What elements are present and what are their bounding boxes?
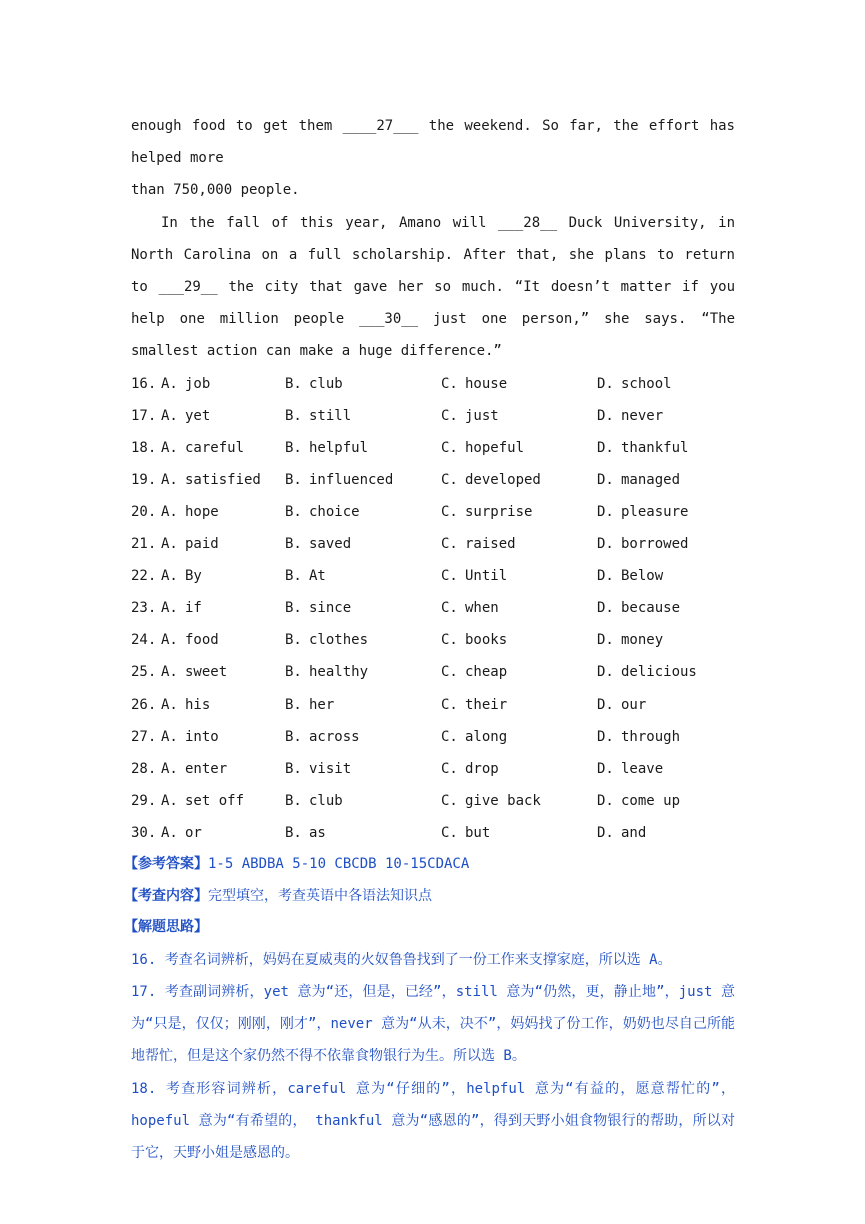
option-text: visit: [309, 760, 352, 777]
option-letter: B.: [285, 439, 302, 456]
option-letter: C.: [441, 439, 458, 456]
option-letter: B.: [285, 375, 302, 392]
option-b: [285, 721, 441, 753]
option-b: [285, 432, 441, 464]
option-letter: C.: [441, 471, 458, 488]
option-row: [131, 592, 735, 624]
option-a: [161, 721, 285, 753]
option-d: [597, 464, 707, 496]
option-text: into: [185, 728, 219, 745]
option-letter: C.: [441, 728, 458, 745]
option-text: healthy: [309, 664, 369, 681]
option-d: [597, 753, 707, 785]
option-c: [441, 592, 597, 624]
option-text: careful: [185, 439, 245, 456]
option-row: [131, 753, 735, 785]
option-text: influenced: [309, 471, 394, 488]
option-c: [441, 689, 597, 721]
option-row: [131, 496, 735, 528]
option-text: satisfied: [185, 471, 261, 488]
options-list: [131, 368, 735, 849]
option-letter: B.: [285, 600, 302, 617]
option-text: club: [309, 792, 343, 809]
option-b: [285, 592, 441, 624]
option-text: house: [465, 375, 508, 392]
option-text: pleasure: [621, 504, 689, 520]
option-d: [597, 721, 707, 753]
option-c: [441, 817, 597, 849]
option-letter: A.: [161, 792, 178, 809]
option-d: [597, 624, 707, 656]
option-letter: B.: [285, 760, 302, 777]
option-b: [285, 753, 441, 785]
option-letter: D.: [597, 439, 614, 456]
question-number: 22.: [131, 568, 157, 585]
option-d: [597, 656, 707, 688]
option-letter: B.: [285, 504, 302, 520]
option-row: [131, 817, 735, 849]
option-letter: A.: [161, 568, 178, 585]
option-text: At: [309, 568, 326, 585]
option-text: delicious: [621, 664, 697, 681]
option-letter: A.: [161, 760, 178, 777]
option-a: [161, 464, 285, 496]
option-text: just: [465, 407, 499, 424]
option-text: clothes: [309, 632, 369, 649]
option-c: [441, 432, 597, 464]
option-d: [597, 689, 707, 721]
option-text: developed: [465, 471, 541, 488]
option-text: her: [309, 696, 335, 713]
option-row: [131, 785, 735, 817]
option-letter: D.: [597, 375, 614, 392]
option-text: and: [621, 824, 647, 841]
question-number: 17.: [131, 407, 157, 424]
option-c: [441, 785, 597, 817]
explanation-18: 18. 考查形容词辨析，careful 意为“仔细的”，helpful 意为“有益的，愿意帮忙的”，hopeful 意为“有希望的， thankful 意为“感恩的”，得到天野小姐食物银行的帮助，所以对于它，天野小姐是感恩的。: [131, 1080, 735, 1162]
option-c: [441, 496, 597, 528]
option-letter: A.: [161, 439, 178, 456]
option-c: [441, 368, 597, 400]
question-number: 24.: [131, 632, 157, 649]
option-letter: B.: [285, 568, 302, 585]
option-d: [597, 560, 707, 592]
option-letter: B.: [285, 696, 302, 713]
option-text: raised: [465, 536, 516, 553]
option-d: [597, 368, 707, 400]
option-a: [161, 432, 285, 464]
passage-line-1: enough food to get them ____27___ the weekend. So far, the effort has helped more: [131, 118, 735, 167]
document-page: [124, 110, 735, 1170]
option-text: enter: [185, 760, 228, 777]
option-c: [441, 528, 597, 560]
option-a: [161, 496, 285, 528]
option-text: his: [185, 696, 211, 713]
option-text: Below: [621, 568, 664, 585]
option-text: across: [309, 728, 360, 745]
option-text: surprise: [465, 504, 533, 520]
option-text: By: [185, 568, 202, 585]
option-text: hopeful: [465, 439, 525, 456]
option-text: leave: [621, 760, 664, 777]
option-letter: C.: [441, 632, 458, 649]
test-content-text: 完型填空，考查英语中各语法知识点: [208, 887, 432, 904]
passage-paragraph-2: In the fall of this year, Amano will ___28__ Duck University, in North Carolina on a full scholarship. After that, she plans to return to ___29__ the city that gave her so much. “It doesn’t matter if you help one million people ___30__ just one person,” she says. “The smallest action can make a huge difference.”: [131, 214, 735, 360]
option-text: thankful: [621, 439, 689, 456]
question-number: 30.: [131, 824, 157, 841]
option-letter: A.: [161, 536, 178, 553]
option-letter: A.: [161, 632, 178, 649]
option-text: club: [309, 375, 343, 392]
option-letter: C.: [441, 824, 458, 841]
option-text: school: [621, 375, 672, 392]
option-row: [131, 560, 735, 592]
option-a: [161, 368, 285, 400]
reference-answer-tag: 【参考答案】: [124, 856, 208, 873]
option-d: [597, 432, 707, 464]
option-d: [597, 817, 707, 849]
option-letter: D.: [597, 568, 614, 585]
option-b: [285, 496, 441, 528]
question-number: 29.: [131, 792, 157, 809]
option-row: [131, 624, 735, 656]
option-letter: B.: [285, 792, 302, 809]
question-number: 26.: [131, 696, 157, 713]
option-letter: D.: [597, 664, 614, 681]
option-row: [131, 464, 735, 496]
option-text: our: [621, 696, 647, 713]
option-letter: B.: [285, 471, 302, 488]
option-letter: D.: [597, 471, 614, 488]
option-letter: C.: [441, 696, 458, 713]
option-text: their: [465, 696, 508, 713]
option-text: drop: [465, 760, 499, 777]
option-text: job: [185, 375, 211, 392]
question-number: 28.: [131, 760, 157, 777]
option-text: through: [621, 728, 681, 745]
option-b: [285, 624, 441, 656]
option-row: [131, 528, 735, 560]
option-b: [285, 528, 441, 560]
option-c: [441, 560, 597, 592]
option-letter: D.: [597, 760, 614, 777]
option-a: [161, 689, 285, 721]
question-number: 27.: [131, 728, 157, 745]
explanation-17: 17. 考查副词辨析，yet 意为“还，但是，已经”，still 意为“仍然，更，静止地”，just 意为“只是，仅仅；刚刚，刚才”，never 意为“从未，决不”，妈妈找了份工作，奶奶也尽自己所能地帮忙，但是这个家仍然不得不依靠食物银行为生。所以选 B。: [131, 983, 735, 1065]
option-letter: B.: [285, 632, 302, 649]
option-letter: C.: [441, 504, 458, 520]
option-text: as: [309, 824, 326, 841]
option-letter: A.: [161, 375, 178, 392]
question-number: 16.: [131, 375, 157, 392]
option-b: [285, 464, 441, 496]
option-letter: D.: [597, 824, 614, 841]
option-text: but: [465, 824, 491, 841]
solution-idea-tag: 【解题思路】: [124, 919, 208, 936]
option-a: [161, 656, 285, 688]
option-letter: D.: [597, 407, 614, 424]
option-text: choice: [309, 504, 360, 520]
option-text: give back: [465, 792, 541, 809]
option-b: [285, 656, 441, 688]
option-a: [161, 753, 285, 785]
option-b: [285, 785, 441, 817]
option-text: books: [465, 632, 508, 649]
option-c: [441, 721, 597, 753]
option-text: along: [465, 728, 508, 745]
option-text: yet: [185, 407, 211, 424]
option-text: set off: [185, 792, 245, 809]
option-c: [441, 624, 597, 656]
option-letter: A.: [161, 504, 178, 520]
option-text: helpful: [309, 439, 369, 456]
option-b: [285, 817, 441, 849]
option-b: [285, 400, 441, 432]
option-a: [161, 400, 285, 432]
explanation-16: 16. 考查名词辨析，妈妈在夏威夷的火奴鲁鲁找到了一份工作来支撑家庭，所以选 A。: [131, 951, 672, 968]
option-letter: C.: [441, 792, 458, 809]
option-a: [161, 624, 285, 656]
option-letter: B.: [285, 536, 302, 553]
option-text: come up: [621, 792, 681, 809]
option-letter: D.: [597, 696, 614, 713]
option-text: saved: [309, 536, 352, 553]
option-d: [597, 400, 707, 432]
option-row: [131, 689, 735, 721]
option-letter: D.: [597, 728, 614, 745]
option-b: [285, 689, 441, 721]
option-row: [131, 368, 735, 400]
question-number: 19.: [131, 471, 157, 488]
question-number: 18.: [131, 439, 157, 456]
option-text: still: [309, 407, 352, 424]
option-letter: C.: [441, 536, 458, 553]
option-a: [161, 528, 285, 560]
option-b: [285, 368, 441, 400]
reference-answer: [124, 849, 735, 881]
option-letter: D.: [597, 536, 614, 553]
option-text: managed: [621, 471, 681, 488]
option-c: [441, 400, 597, 432]
option-letter: A.: [161, 728, 178, 745]
option-text: sweet: [185, 664, 228, 681]
option-text: because: [621, 600, 681, 617]
passage-line-2: than 750,000 people.: [131, 182, 300, 199]
option-text: Until: [465, 568, 508, 585]
question-number: 21.: [131, 536, 157, 553]
option-letter: C.: [441, 664, 458, 681]
option-letter: D.: [597, 792, 614, 809]
option-row: [131, 721, 735, 753]
option-letter: B.: [285, 664, 302, 681]
option-b: [285, 560, 441, 592]
option-letter: C.: [441, 600, 458, 617]
reference-answer-text: 1-5 ABDBA 5-10 CBCDB 10-15CDACA: [208, 856, 470, 873]
option-letter: A.: [161, 407, 178, 424]
option-text: since: [309, 600, 352, 617]
option-text: borrowed: [621, 536, 689, 553]
option-letter: C.: [441, 760, 458, 777]
option-letter: C.: [441, 375, 458, 392]
option-text: or: [185, 824, 202, 841]
option-letter: B.: [285, 824, 302, 841]
option-letter: B.: [285, 728, 302, 745]
option-text: hope: [185, 504, 219, 520]
option-a: [161, 785, 285, 817]
option-d: [597, 496, 707, 528]
option-letter: A.: [161, 664, 178, 681]
option-text: food: [185, 632, 219, 649]
option-d: [597, 592, 707, 624]
option-letter: A.: [161, 471, 178, 488]
option-a: [161, 560, 285, 592]
option-a: [161, 817, 285, 849]
option-letter: B.: [285, 407, 302, 424]
option-letter: C.: [441, 407, 458, 424]
option-letter: A.: [161, 824, 178, 841]
option-d: [597, 785, 707, 817]
option-letter: A.: [161, 696, 178, 713]
option-row: [131, 432, 735, 464]
option-row: [131, 656, 735, 688]
option-text: never: [621, 407, 664, 424]
option-a: [161, 592, 285, 624]
test-content-tag: 【考查内容】: [124, 887, 208, 904]
option-c: [441, 464, 597, 496]
option-letter: D.: [597, 600, 614, 617]
option-letter: D.: [597, 504, 614, 520]
option-text: paid: [185, 536, 219, 553]
test-content: [124, 881, 735, 913]
option-text: money: [621, 632, 664, 649]
option-letter: A.: [161, 600, 178, 617]
option-letter: C.: [441, 568, 458, 585]
solution-idea: [124, 912, 735, 944]
option-c: [441, 656, 597, 688]
option-text: when: [465, 600, 499, 617]
question-number: 25.: [131, 664, 157, 681]
passage-paragraph-1: [131, 110, 735, 207]
option-c: [441, 753, 597, 785]
option-text: cheap: [465, 664, 508, 681]
option-row: [131, 400, 735, 432]
question-number: 23.: [131, 600, 157, 617]
option-d: [597, 528, 707, 560]
option-letter: D.: [597, 632, 614, 649]
question-number: 20.: [131, 504, 157, 520]
option-text: if: [185, 600, 202, 617]
